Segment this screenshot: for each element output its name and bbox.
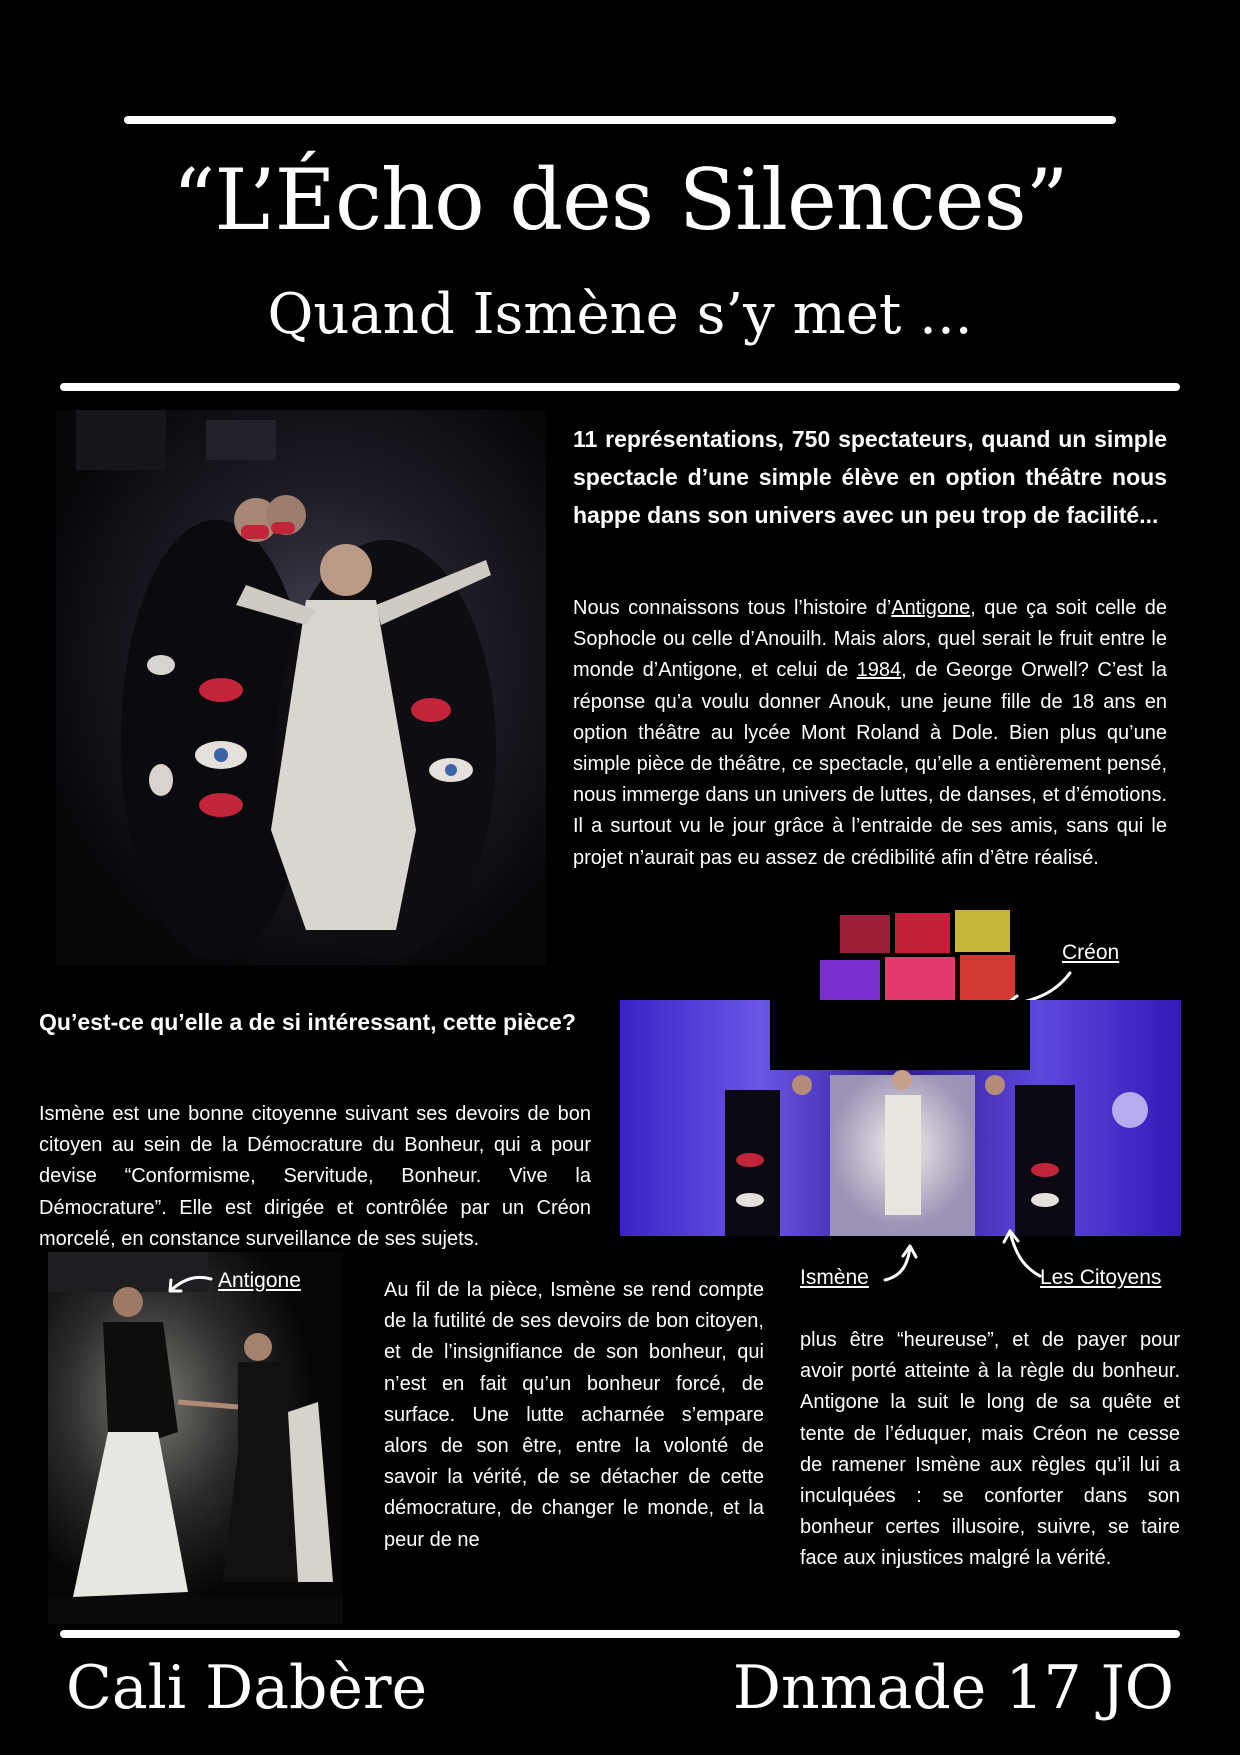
dancers-photo [56, 410, 546, 965]
section-heading: Qu’est-ce qu’elle a de si intéressant, cette pièce? [39, 1009, 576, 1035]
intro-paragraph [573, 593, 1167, 874]
caption-citoyens: Les Citoyens [1040, 1266, 1162, 1289]
page-subtitle: Quand Ismène s’y met ... [267, 282, 973, 347]
header-rule [60, 383, 1180, 391]
intro-text-3: , de George Orwell? C’est la réponse qu’a voulu donner Anouk, une jeune fille de 18 ans en option théâtre au lycée Mont Roland à Dole. Bien plus qu’une simple pièce de théâtre, ce spectacle, qu’elle a entièrement pensé, nous immerge dans un univers de luttes, de danses, et d’émotions. Il a surtout vu le jour grâce à l’entraide de ses amis, sans qui le projet n’aurait pas eu assez de crédibilité afin d’être réalisé. [573, 659, 1167, 869]
top-rule [124, 116, 1116, 124]
1984-link[interactable]: 1984 [856, 659, 902, 682]
caption-ismene: Ismène [800, 1266, 869, 1289]
stage-photo [620, 1000, 1181, 1236]
antigone-arrow-icon [165, 1272, 215, 1296]
caption-antigone: Antigone [218, 1269, 301, 1292]
intro-text-2: , que ça soit celle de Sophocle ou celle d’Anouilh. Mais alors, quel serait le fruit entre le monde d’Antigone, et celui de [573, 597, 1167, 682]
author-name: Cali Dabère [66, 1653, 428, 1723]
section-paragraph-3: plus être “heureuse”, et de payer pour avoir porté atteinte à la règle du bonheur. Antigone la suit le long de sa quête et tente de l’éduquer, mais Créon ne cesse de ramener Ismène aux règles qu’il lui a inculquées : se conforter dans son bonheur certes illusoire, suivre, se taire face aux injustices malgré la vérité. [800, 1329, 1180, 1570]
section-paragraph-2: Au fil de la pièce, Ismène se rend compte de la futilité de ses devoirs de bon citoyen, et de l’insignifiance de son bonheur, qui n’est en fait qu’un bonheur forcé, de surface. Une lutte acharnée s’empare alors de son être, entre la volonté de savoir la vérité, de se détacher de cette démocrature, de changer le monde, et la peur de ne [384, 1279, 764, 1551]
antigone-photo [48, 1252, 343, 1624]
page-title: “L’Écho des Silences” [172, 151, 1068, 249]
footer-rule [60, 1630, 1180, 1638]
intro-text-1: Nous connaissons tous l’histoire d’ [573, 597, 892, 619]
caption-creon: Créon [1062, 941, 1120, 964]
citoyens-arrow-icon [1000, 1226, 1045, 1281]
intro-lead: 11 représentations, 750 spectateurs, quand un simple spectacle d’une simple élève en option théâtre nous happe dans son univers avec un peu trop de facilité... [573, 426, 1167, 528]
section-paragraph-1: Ismène est une bonne citoyenne suivant ses devoirs de bon citoyen au sein de la Démocrature du Bonheur, qui a pour devise “Conformisme, Servitude, Bonheur. Vive la Démocrature”. Elle est dirigée et contrôlée par un Créon morcelé, en constance surveillance de ses sujets. [39, 1103, 591, 1250]
antigone-link[interactable]: Antigone [891, 597, 971, 619]
ismene-arrow-icon [880, 1242, 920, 1284]
class-name: Dnmade 17 JO [732, 1653, 1174, 1723]
